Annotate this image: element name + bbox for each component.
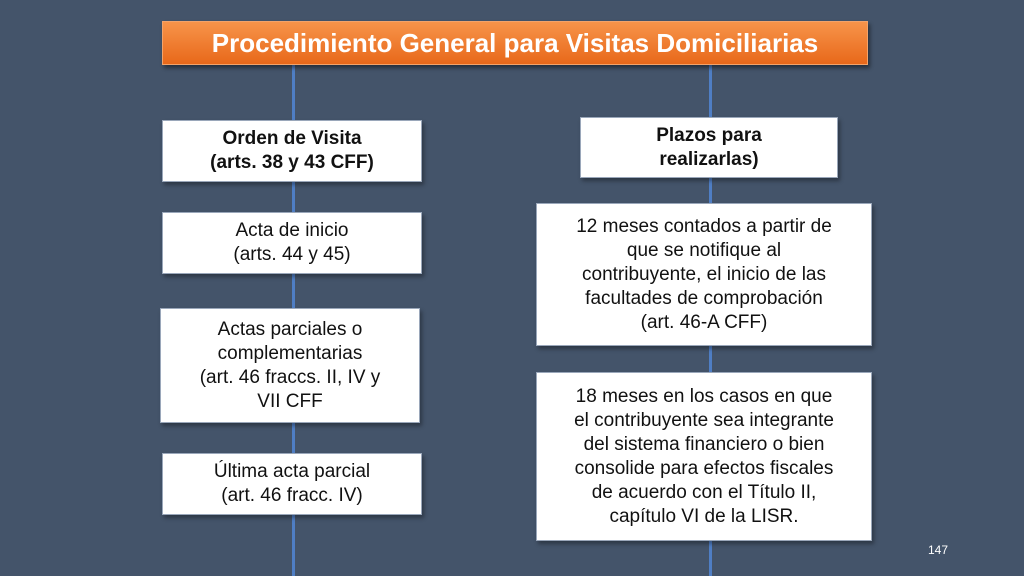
box-line: que se notifique al [626,239,782,261]
slide-title: Procedimiento General para Visitas Domiciliarias [162,21,868,65]
box-line: (arts. 44 y 45) [233,244,351,265]
box-line: Orden de Visita [222,128,362,149]
box-line: realizarlas) [659,148,759,170]
box-line: 12 meses contados a partir de [576,215,832,237]
box-line: Última acta parcial [213,461,371,482]
box-line: Plazos para [656,124,762,146]
box-line: (art. 46-A CFF) [640,311,768,333]
doce-meses-box [536,203,872,346]
plazos-box [580,117,838,178]
box-line: (art. 46 fracc. IV) [221,485,363,506]
box-line: el contribuyente sea integrante [574,409,834,431]
dieciocho-meses-box [536,372,872,541]
acta-de-inicio-box [162,212,422,274]
box-line: Acta de inicio [235,220,349,241]
box-line: complementarias [217,342,363,364]
box-line: capítulo VI de la LISR. [609,505,799,527]
actas-parciales-box [160,308,420,423]
box-line: consolide para efectos fiscales [574,457,834,479]
page-number: 147 [927,543,949,557]
box-line: VII CFF [257,390,323,412]
box-line: contribuyente, el inicio de las [582,263,826,285]
ultima-acta-parcial-box [162,453,422,515]
box-line: (arts. 38 y 43 CFF) [210,152,374,173]
box-line: del sistema financiero o bien [583,433,825,455]
box-line: de acuerdo con el Título II, [591,481,817,503]
box-line: Actas parciales o [217,318,363,340]
box-line: (art. 46 fraccs. II, IV y [199,366,381,388]
box-line: facultades de comprobación [585,287,823,309]
orden-de-visita-box [162,120,422,182]
box-line: 18 meses en los casos en que [575,385,833,407]
